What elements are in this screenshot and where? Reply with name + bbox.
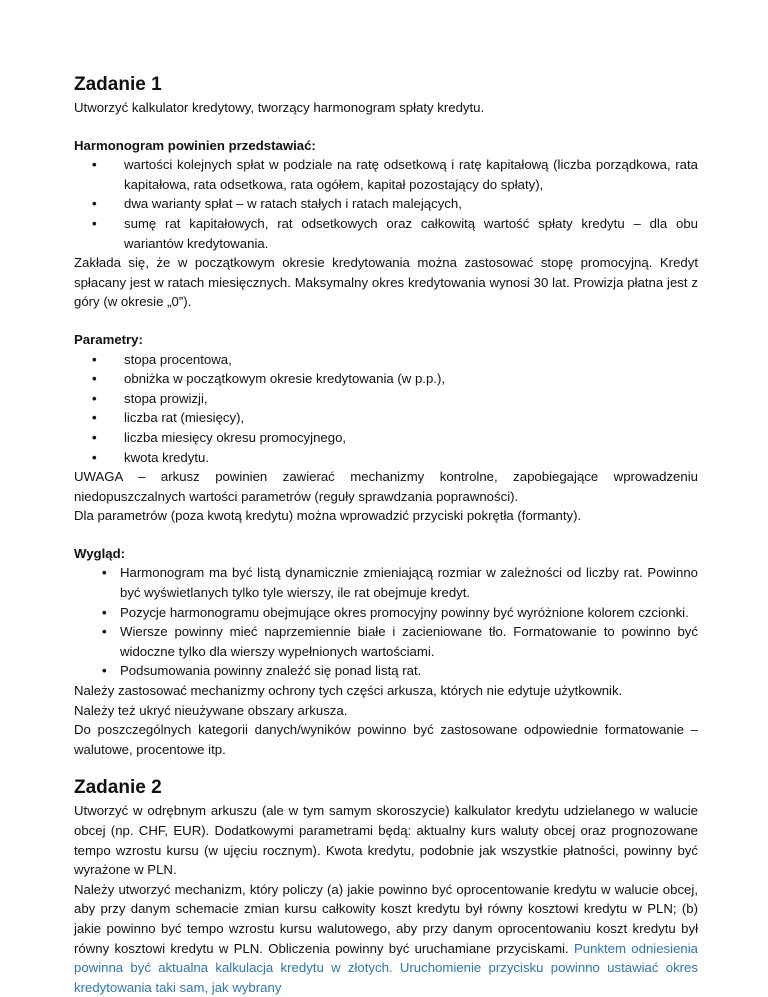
list-item: • Pozycje harmonogramu obejmujące okres promocyjny powinny być wyróżnione kolorem czcionki.: [74, 603, 698, 623]
list-item: • liczba miesięcy okresu promocyjnego,: [74, 428, 698, 448]
harmonogram-label: Harmonogram powinien przedstawiać:: [74, 137, 316, 153]
bullet-icon: •: [92, 429, 97, 445]
bullet-icon: •: [102, 624, 107, 640]
parametry-list: [74, 350, 698, 468]
list-item: • sumę rat kapitałowych, rat odsetkowych oraz całkowitą wartość spłaty kredytu – dla obu wariantów kredytowania.: [92, 215, 698, 251]
list-item: • liczba rat (miesięcy),: [74, 408, 698, 428]
wyglad-list: [74, 563, 698, 681]
assumptions-paragraph: Zakłada się, że w początkowym okresie kredytowania można zastosować stopę promocyjną. Kredyt spłacany jest w ratach miesięcznych. Maksymalny okres kredytowania wynosi 30 lat. Prowizja płatna jest z góry (w okresie „0”).: [74, 255, 698, 310]
uwaga-paragraph: UWAGA – arkusz powinien zawierać mechanizmy kontrolne, zapobiegające wprowadzeniu niedopuszczalnych wartości parametrów (reguły sprawdzania poprawności).: [74, 469, 698, 504]
zadanie-1-heading: Zadanie 1: [74, 74, 162, 95]
zadanie-1-intro: Utworzyć kalkulator kredytowy, tworzący harmonogram spłaty kredytu.: [74, 100, 485, 115]
bullet-icon: •: [102, 663, 107, 679]
list-item: • dwa warianty spłat – w ratach stałych i ratach malejących,: [74, 194, 698, 214]
wyglad-label: Wygląd:: [74, 545, 126, 561]
harmonogram-list: [74, 155, 698, 253]
list-item: • stopa procentowa,: [74, 350, 698, 370]
highlighted-text: Punktem odniesienia powinna być aktualna kalkulacja kredytu w złotych. Uruchomienie przycisku powinno ustawiać okres kredytowania taki sam, jak wybrany: [74, 940, 699, 995]
bullet-icon: •: [92, 215, 97, 231]
paragraph-2-text: Należy utworzyć mechanizm, który policzy (a) jakie powinno być oprocentowanie kredytu w walucie obcej, aby przy danym schemacie zmian kursu całkowity koszt kredytu był równy kosztowi kredytu w PLN; (b) jakie powinno być tempo wzrostu kursu walutowego, aby przy danym oprocentowaniu koszt kredytu był równy kosztowi kredytu w PLN. Obliczenia powinny być uruchamiane przyciskami.: [74, 881, 698, 956]
protection-paragraph: Należy zastosować mechanizmy ochrony tych części arkusza, których nie edytuje użytkownik.: [74, 683, 623, 699]
bullet-icon: •: [92, 449, 97, 465]
bullet-icon: •: [92, 196, 97, 212]
list-item: • obniżka w początkowym okresie kredytowania (w p.p.),: [74, 369, 698, 389]
list-item: • kwota kredytu.: [74, 448, 698, 468]
formatting-paragraph: Do poszczególnych kategorii danych/wyników powinno być zastosowane odpowiednie formatowanie – walutowe, procentowe itp.: [74, 722, 698, 757]
bullet-icon: •: [92, 157, 97, 173]
list-item: • Wiersze powinny mieć naprzemiennie białe i zacieniowane tło. Formatowanie to powinno być widoczne tylko dla wierszy wypełnionych wartościami.: [102, 624, 698, 659]
parametry-note: Dla parametrów (poza kwotą kredytu) można wprowadzić przyciski pokrętła (formanty).: [74, 508, 582, 524]
list-item: • wartości kolejnych spłat w podziale na ratę odsetkową i ratę kapitałową (liczba porządkowa, rata kapitałowa, rata odsetkowa, rata ogółem, kapitał pozostający do spłaty),: [92, 157, 698, 192]
list-item: • Podsumowania powinny znaleźć się ponad listą rat.: [74, 661, 698, 681]
bullet-icon: •: [92, 351, 97, 367]
list-item: • Harmonogram ma być listą dynamicznie zmieniającą rozmiar w zależności od liczby rat. Powinno być wyświetlanych tylko tyle wierszy, ile rat obejmuje kredyt.: [102, 565, 698, 601]
zadanie-2-paragraph-2: [74, 880, 698, 997]
document-content: [74, 72, 698, 997]
zadanie-2-paragraph-1: Utworzyć w odrębnym arkuszu (ale w tym samym skoroszycie) kalkulator kredytu udzielanego w walucie obcej (np. CHF, EUR). Dodatkowymi parametrami będą: aktualny kurs waluty obcej oraz prognozowane tempo wzrostu kursu (w ujęciu rocznym). Kwota kredytu, podobnie jak wszystkie płatności, powinny być wyrażone w PLN.: [74, 803, 698, 878]
zadanie-2-heading: Zadanie 2: [74, 777, 162, 799]
list-item: • stopa prowizji,: [74, 389, 698, 409]
bullet-icon: •: [92, 371, 97, 387]
bullet-icon: •: [92, 390, 97, 406]
hide-areas-paragraph: Należy też ukryć nieużywane obszary arkusza.: [74, 702, 348, 718]
parametry-label: Parametry:: [74, 331, 143, 347]
bullet-icon: •: [102, 565, 107, 581]
bullet-icon: •: [102, 604, 107, 620]
bullet-icon: •: [92, 410, 97, 426]
